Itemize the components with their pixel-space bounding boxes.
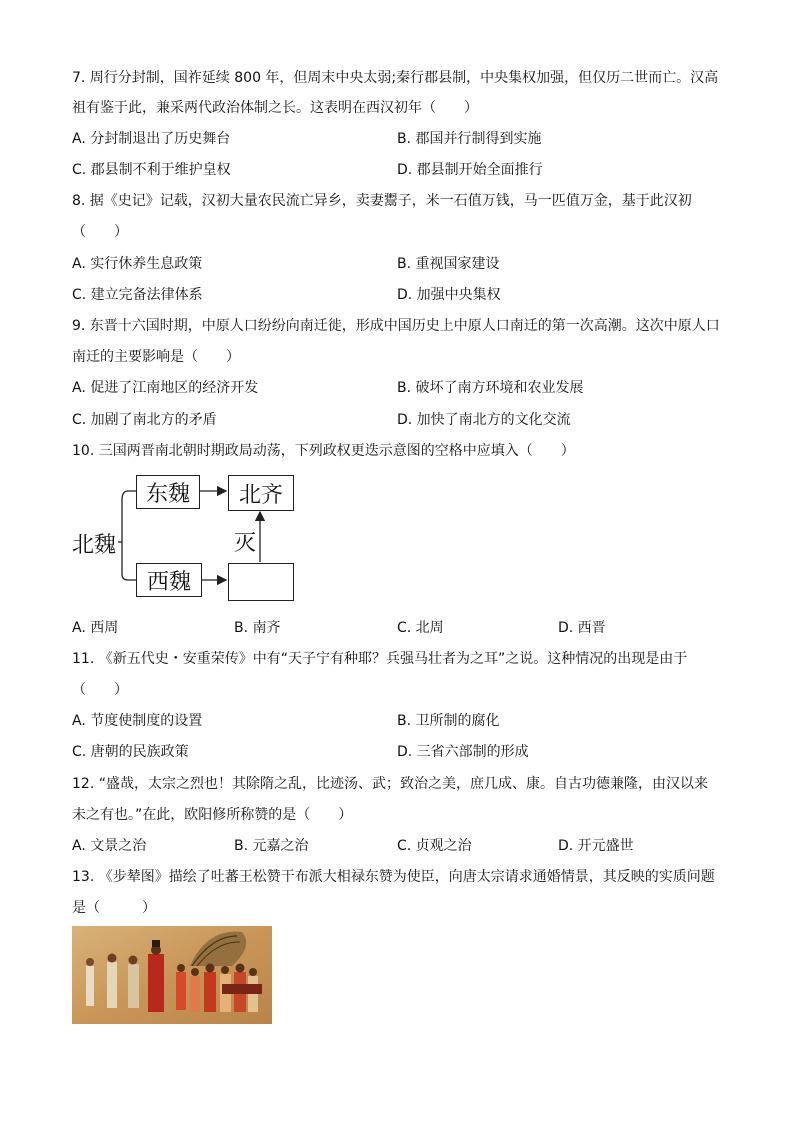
node-beiwei: 北魏 — [72, 533, 117, 558]
q12-option-c: C. 贞观之治 — [397, 838, 472, 854]
q8-stem-line2: （ ） — [72, 224, 128, 240]
q10-option-d: D. 西晋 — [558, 620, 606, 636]
q7-option-c: C. 郡县制不利于维护皇权 — [72, 162, 231, 178]
q12-option-b: B. 元嘉之治 — [234, 838, 309, 854]
q10-option-b: B. 南齐 — [234, 620, 281, 636]
q10-option-a: A. 西周 — [72, 620, 119, 636]
label-mie: 灭 — [234, 531, 257, 556]
q13-stem-line1: 13. 《步辇图》描绘了吐蕃王松赞干布派大相禄东赞为使臣，向唐太宗请求通婚情景，其反映的实质问题 — [72, 869, 715, 885]
q13-stem-line2: 是（ ） — [72, 900, 156, 916]
node-xiwei: 西魏 — [136, 563, 202, 597]
q12-option-d: D. 开元盛世 — [558, 838, 634, 854]
blank-answer-box — [228, 563, 294, 601]
q9-stem-line1: 9. 东晋十六国时期，中原人口纷纷向南迁徙，形成中国历史上中原人口南迁的第一次高潮。这次中原人口 — [72, 318, 720, 334]
q11-option-b: B. 卫所制的腐化 — [397, 713, 500, 729]
q8-option-b: B. 重视国家建设 — [397, 256, 500, 272]
bunian-painting-image — [72, 926, 272, 1024]
q7-stem-line2: 祖有鉴于此，兼采两代政治体制之长。这表明在西汉初年（ ） — [72, 100, 478, 116]
q12-stem-line1: 12. “盛哉，太宗之烈也！其除隋之乱，比迹汤、武；致治之美，庶几成、康。自古功德兼隆，由汉以来 — [72, 776, 708, 792]
q11-option-d: D. 三省六部制的形成 — [397, 744, 529, 760]
q7-option-d: D. 郡县制开始全面推行 — [397, 162, 543, 178]
q9-option-a: A. 促进了江南地区的经济开发 — [72, 380, 259, 396]
q11-option-a: A. 节度使制度的设置 — [72, 713, 203, 729]
q9-option-d: D. 加快了南北方的文化交流 — [397, 412, 571, 428]
q8-option-c: C. 建立完备法律体系 — [72, 287, 203, 303]
q7-option-b: B. 郡国并行制得到实施 — [397, 131, 542, 147]
q11-option-c: C. 唐朝的民族政策 — [72, 744, 189, 760]
q9-stem-line2: 南迁的主要影响是（ ） — [72, 349, 240, 365]
q11-stem-line1: 11. 《新五代史・安重荣传》中有“天子宁有种耶？兵强马壮者为之耳”之说。这种情况的出现是由于 — [72, 651, 688, 667]
node-beiqi: 北齐 — [228, 475, 294, 511]
bracket-line — [122, 491, 136, 580]
q12-option-a: A. 文景之治 — [72, 838, 147, 854]
node-dongwei: 东魏 — [136, 475, 200, 509]
q7-stem-line1: 7. 周行分封制，国祚延续 800 年，但周末中央太弱;秦行郡县制，中央集权加强，但仅历二世而亡。汉高 — [72, 70, 719, 86]
q9-option-c: C. 加剧了南北方的矛盾 — [72, 412, 217, 428]
q10-option-c: C. 北周 — [397, 620, 444, 636]
q8-stem-line1: 8. 据《史记》记载，汉初大量农民流亡异乡，卖妻鬻子，米一石值万钱，马一匹值万金，基于此汉初 — [72, 193, 692, 209]
q8-option-a: A. 实行休养生息政策 — [72, 256, 203, 272]
q9-option-b: B. 破坏了南方环境和农业发展 — [397, 380, 584, 396]
q7-option-a: A. 分封制退出了历史舞台 — [72, 131, 231, 147]
q11-stem-line2: （ ） — [72, 682, 128, 698]
q12-stem-line2: 未之有也。”在此，欧阳修所称赞的是（ ） — [72, 807, 353, 823]
q8-option-d: D. 加强中央集权 — [397, 287, 501, 303]
q10-stem: 10. 三国两晋南北朝时期政局动荡，下列政权更迭示意图的空格中应填入（ ） — [72, 443, 575, 459]
